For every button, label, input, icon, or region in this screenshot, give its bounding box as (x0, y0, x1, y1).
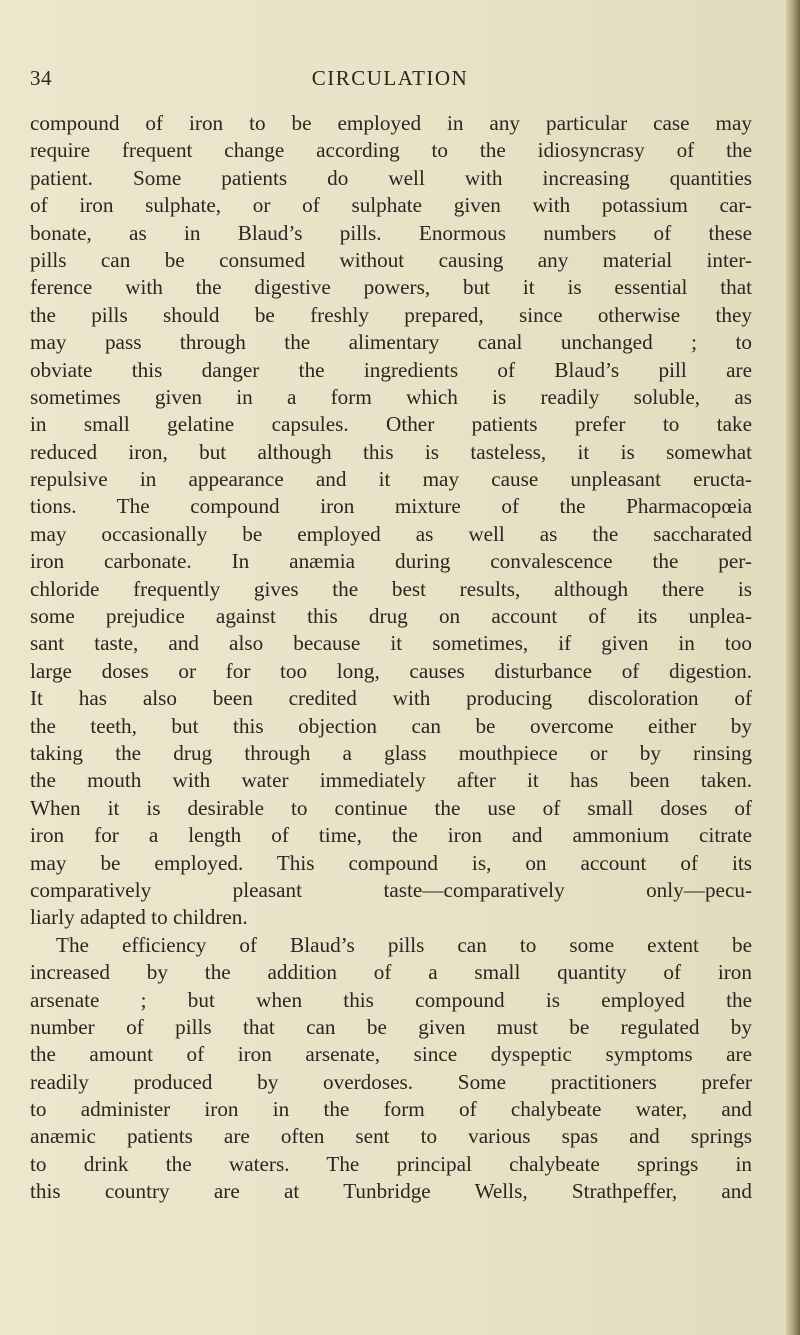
paragraph-start-line: The efficiency of Blaud’s pills can to some extent be (56, 932, 752, 957)
text-line: readily produced by overdoses. Some practitioners prefer (30, 1069, 752, 1094)
text-line: this country are at Tunbridge Wells, Strathpeffer, and (30, 1179, 752, 1204)
text-line: number of pills that can be given must be regulated by (30, 1014, 752, 1039)
text-line: to administer iron in the form of chalybeate water, and (30, 1097, 752, 1122)
text-line: the teeth, but this objection can be overcome either by (30, 713, 752, 738)
text-line: large doses or for too long, causes disturbance of digestion. (30, 658, 752, 683)
text-line: repulsive in appearance and it may cause unpleasant eructa- (30, 467, 752, 492)
body-text (30, 110, 752, 1206)
text-line: may be employed. This compound is, on account of its (30, 850, 752, 875)
text-line: sometimes given in a form which is readily soluble, as (30, 384, 752, 409)
text-line: the mouth with water immediately after it has been taken. (30, 768, 752, 793)
text-line: bonate, as in Blaud’s pills. Enormous numbers of these (30, 220, 752, 245)
text-line: of iron sulphate, or of sulphate given with potassium car- (30, 193, 752, 218)
text-line: ference with the digestive powers, but it is essential that (30, 275, 752, 300)
text-line: pills can be consumed without causing any material inter- (30, 247, 752, 272)
running-title: CIRCULATION (311, 66, 469, 90)
page-number: 34 (30, 66, 52, 90)
text-line: compound of iron to be employed in any particular case may (30, 111, 752, 135)
text-line: may pass through the alimentary canal unchanged ; to (30, 330, 752, 355)
page-edge-shadow (786, 0, 800, 1335)
text-line: It has also been credited with producing discoloration of (30, 686, 752, 711)
text-line: chloride frequently gives the best results, although there is (30, 576, 752, 601)
text-line: patient. Some patients do well with increasing quantities (30, 165, 752, 190)
text-line: may occasionally be employed as well as the saccharated (30, 521, 752, 546)
text-line: in small gelatine capsules. Other patients prefer to take (30, 412, 752, 437)
text-line: anæmic patients are often sent to various spas and springs (30, 1124, 752, 1149)
text-line: iron carbonate. In anæmia during convalescence the per- (30, 549, 752, 574)
text-line: obviate this danger the ingredients of Blaud’s pill are (30, 357, 752, 382)
text-line: taking the drug through a glass mouthpiece or by rinsing (30, 740, 752, 765)
text-line: comparatively pleasant taste—comparatively only—pecu- (30, 877, 752, 902)
text-line: sant taste, and also because it sometimes, if given in too (30, 631, 752, 656)
text-line: liarly adapted to children. (30, 905, 248, 930)
text-line: increased by the addition of a small quantity of iron (30, 960, 752, 985)
text-line: arsenate ; but when this compound is employed the (30, 987, 752, 1012)
text-line: the pills should be freshly prepared, since otherwise they (30, 302, 752, 327)
text-line: to drink the waters. The principal chalybeate springs in (30, 1151, 752, 1176)
page-header (30, 66, 750, 96)
text-line: the amount of iron arsenate, since dyspeptic symptoms are (30, 1042, 752, 1067)
text-line: tions. The compound iron mixture of the Pharmacopœia (30, 494, 752, 519)
text-line: When it is desirable to continue the use of small doses of (30, 795, 752, 820)
text-line: require frequent change according to the idiosyncrasy of the (30, 138, 752, 163)
text-line: iron for a length of time, the iron and ammonium citrate (30, 823, 752, 848)
text-line: some prejudice against this drug on account of its unplea- (30, 604, 752, 629)
text-line: reduced iron, but although this is tasteless, it is somewhat (30, 439, 752, 464)
